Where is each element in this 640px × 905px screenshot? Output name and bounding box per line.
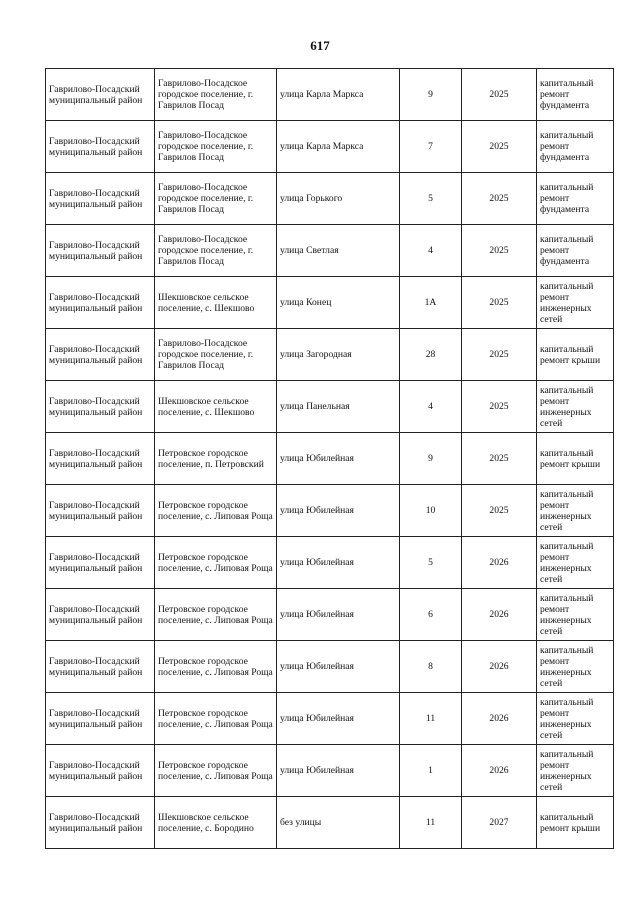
- table-row: [46, 589, 614, 641]
- settlement-cell: Шекшовское сельское поселение, с. Шекшово: [155, 277, 277, 329]
- settlement-cell: Петровское городское поселение, п. Петровский: [155, 433, 277, 485]
- district-cell: Гаврилово-Посадский муниципальный район: [46, 485, 155, 537]
- work-type-cell: капитальный ремонт инженерных сетей: [537, 641, 614, 693]
- street-cell: улица Юбилейная: [277, 433, 400, 485]
- settlement-cell: Гаврилово-Посадское городское поселение, г. Гаврилов Посад: [155, 69, 277, 121]
- work-type-cell: капитальный ремонт инженерных сетей: [537, 537, 614, 589]
- district-cell: Гаврилово-Посадский муниципальный район: [46, 641, 155, 693]
- year-cell: 2026: [462, 641, 537, 693]
- house-number-cell: 5: [400, 173, 462, 225]
- table-row: [46, 485, 614, 537]
- table-row: [46, 173, 614, 225]
- year-cell: 2025: [462, 225, 537, 277]
- street-cell: улица Юбилейная: [277, 745, 400, 797]
- street-cell: улица Панельная: [277, 381, 400, 433]
- table-row: [46, 121, 614, 173]
- district-cell: Гаврилово-Посадский муниципальный район: [46, 225, 155, 277]
- district-cell: Гаврилово-Посадский муниципальный район: [46, 69, 155, 121]
- year-cell: 2025: [462, 485, 537, 537]
- district-cell: Гаврилово-Посадский муниципальный район: [46, 329, 155, 381]
- settlement-cell: Петровское городское поселение, с. Липовая Роща: [155, 745, 277, 797]
- settlement-cell: Петровское городское поселение, с. Липовая Роща: [155, 641, 277, 693]
- year-cell: 2025: [462, 329, 537, 381]
- street-cell: улица Юбилейная: [277, 537, 400, 589]
- table-row: [46, 277, 614, 329]
- year-cell: 2026: [462, 693, 537, 745]
- work-type-cell: капитальный ремонт крыши: [537, 797, 614, 849]
- year-cell: 2025: [462, 381, 537, 433]
- table-row: [46, 537, 614, 589]
- settlement-cell: Петровское городское поселение, с. Липовая Роща: [155, 485, 277, 537]
- house-number-cell: 9: [400, 433, 462, 485]
- house-number-cell: 10: [400, 485, 462, 537]
- year-cell: 2025: [462, 69, 537, 121]
- year-cell: 2025: [462, 121, 537, 173]
- table-row: [46, 745, 614, 797]
- work-type-cell: капитальный ремонт фундамента: [537, 225, 614, 277]
- work-type-cell: капитальный ремонт фундамента: [537, 173, 614, 225]
- district-cell: Гаврилово-Посадский муниципальный район: [46, 693, 155, 745]
- table-row: [46, 641, 614, 693]
- table-row: [46, 433, 614, 485]
- street-cell: улица Юбилейная: [277, 693, 400, 745]
- table-row: [46, 69, 614, 121]
- year-cell: 2027: [462, 797, 537, 849]
- street-cell: улица Горького: [277, 173, 400, 225]
- district-cell: Гаврилово-Посадский муниципальный район: [46, 277, 155, 329]
- table-body: [46, 69, 614, 849]
- district-cell: Гаврилово-Посадский муниципальный район: [46, 433, 155, 485]
- page-number: 617: [310, 38, 330, 53]
- table-row: [46, 381, 614, 433]
- street-cell: улица Загородная: [277, 329, 400, 381]
- year-cell: 2026: [462, 537, 537, 589]
- street-cell: улица Карла Маркса: [277, 69, 400, 121]
- year-cell: 2025: [462, 173, 537, 225]
- work-type-cell: капитальный ремонт инженерных сетей: [537, 693, 614, 745]
- table-row: [46, 225, 614, 277]
- house-number-cell: 1: [400, 745, 462, 797]
- street-cell: улица Конец: [277, 277, 400, 329]
- settlement-cell: Гаврилово-Посадское городское поселение, г. Гаврилов Посад: [155, 225, 277, 277]
- house-number-cell: 5: [400, 537, 462, 589]
- settlement-cell: Шекшовское сельское поселение, с. Шекшово: [155, 381, 277, 433]
- work-type-cell: капитальный ремонт инженерных сетей: [537, 589, 614, 641]
- work-type-cell: капитальный ремонт фундамента: [537, 121, 614, 173]
- settlement-cell: Гаврилово-Посадское городское поселение, г. Гаврилов Посад: [155, 121, 277, 173]
- settlement-cell: Шекшовское сельское поселение, с. Бородино: [155, 797, 277, 849]
- house-number-cell: 1А: [400, 277, 462, 329]
- year-cell: 2025: [462, 277, 537, 329]
- table-row: [46, 329, 614, 381]
- house-number-cell: 8: [400, 641, 462, 693]
- house-number-cell: 4: [400, 225, 462, 277]
- work-type-cell: капитальный ремонт инженерных сетей: [537, 277, 614, 329]
- settlement-cell: Гаврилово-Посадское городское поселение, г. Гаврилов Посад: [155, 329, 277, 381]
- table-row: [46, 797, 614, 849]
- work-type-cell: капитальный ремонт крыши: [537, 329, 614, 381]
- house-number-cell: 9: [400, 69, 462, 121]
- street-cell: улица Карла Маркса: [277, 121, 400, 173]
- district-cell: Гаврилово-Посадский муниципальный район: [46, 589, 155, 641]
- house-number-cell: 6: [400, 589, 462, 641]
- district-cell: Гаврилово-Посадский муниципальный район: [46, 745, 155, 797]
- work-type-cell: капитальный ремонт инженерных сетей: [537, 381, 614, 433]
- street-cell: улица Светлая: [277, 225, 400, 277]
- district-cell: Гаврилово-Посадский муниципальный район: [46, 173, 155, 225]
- settlement-cell: Петровское городское поселение, с. Липовая Роща: [155, 589, 277, 641]
- year-cell: 2025: [462, 433, 537, 485]
- table-row: [46, 693, 614, 745]
- year-cell: 2026: [462, 589, 537, 641]
- house-number-cell: 4: [400, 381, 462, 433]
- district-cell: Гаврилово-Посадский муниципальный район: [46, 121, 155, 173]
- district-cell: Гаврилово-Посадский муниципальный район: [46, 381, 155, 433]
- street-cell: улица Юбилейная: [277, 589, 400, 641]
- house-number-cell: 11: [400, 693, 462, 745]
- work-type-cell: капитальный ремонт инженерных сетей: [537, 485, 614, 537]
- settlement-cell: Гаврилово-Посадское городское поселение, г. Гаврилов Посад: [155, 173, 277, 225]
- house-number-cell: 7: [400, 121, 462, 173]
- house-number-cell: 28: [400, 329, 462, 381]
- district-cell: Гаврилово-Посадский муниципальный район: [46, 797, 155, 849]
- settlement-cell: Петровское городское поселение, с. Липовая Роща: [155, 537, 277, 589]
- work-type-cell: капитальный ремонт инженерных сетей: [537, 745, 614, 797]
- work-type-cell: капитальный ремонт крыши: [537, 433, 614, 485]
- street-cell: улица Юбилейная: [277, 641, 400, 693]
- settlement-cell: Петровское городское поселение, с. Липовая Роща: [155, 693, 277, 745]
- housing-repair-table: [45, 68, 614, 849]
- year-cell: 2026: [462, 745, 537, 797]
- street-cell: улица Юбилейная: [277, 485, 400, 537]
- work-type-cell: капитальный ремонт фундамента: [537, 69, 614, 121]
- house-number-cell: 11: [400, 797, 462, 849]
- street-cell: без улицы: [277, 797, 400, 849]
- district-cell: Гаврилово-Посадский муниципальный район: [46, 537, 155, 589]
